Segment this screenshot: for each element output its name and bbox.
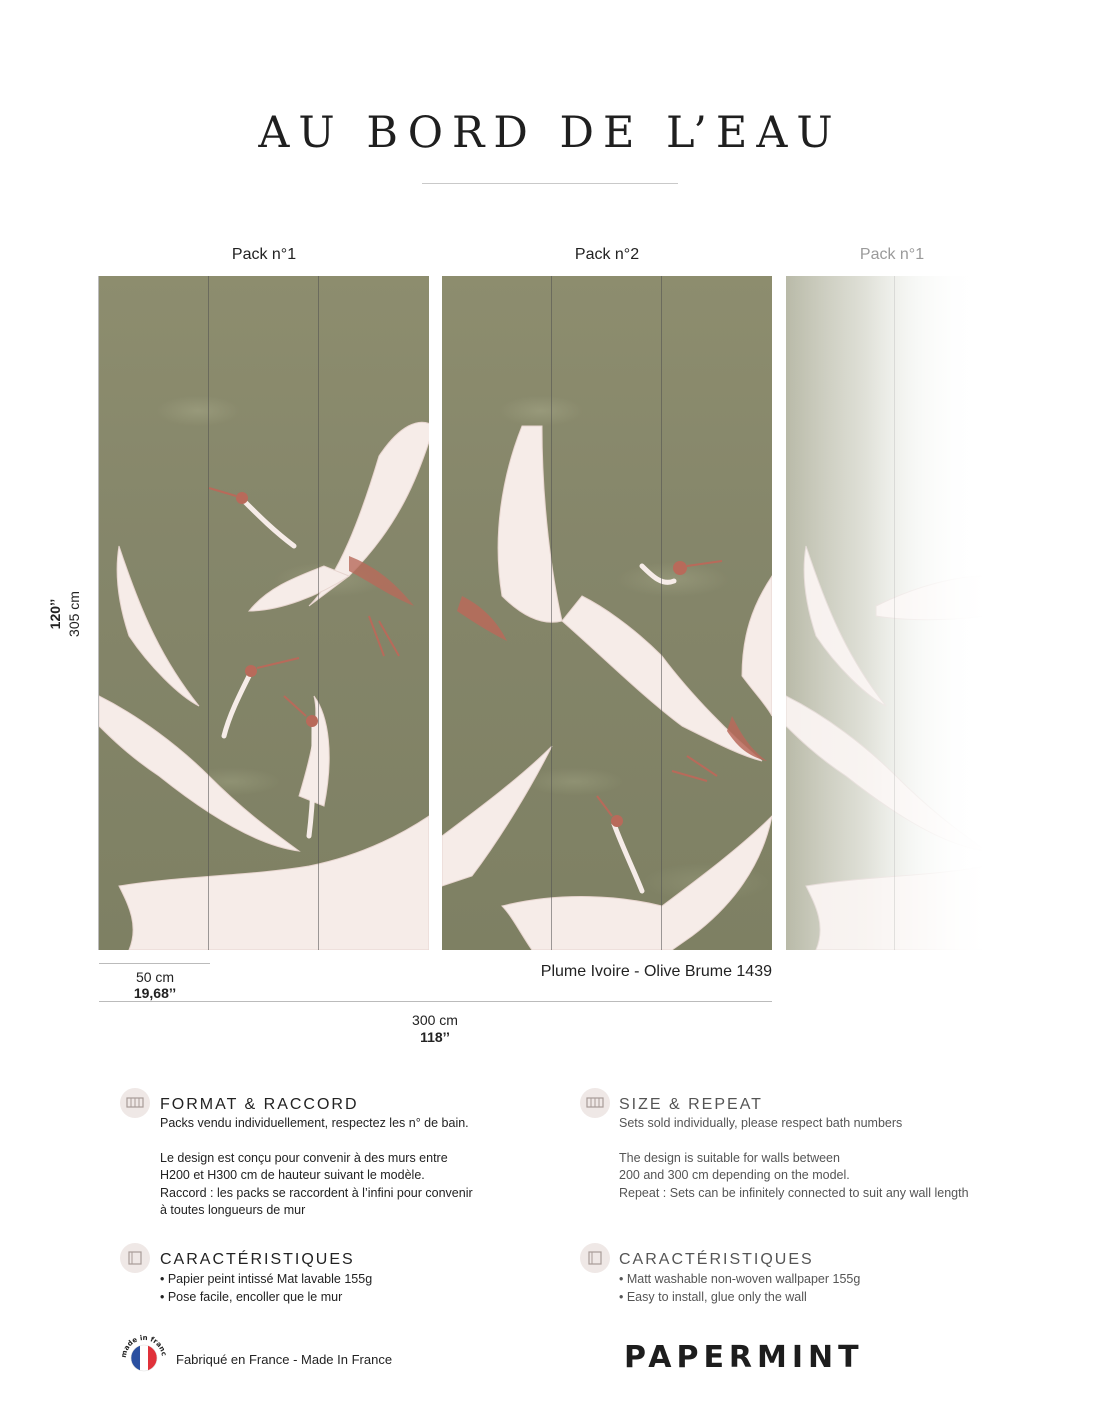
wallpaper-roll-icon	[580, 1088, 610, 1118]
book-icon	[580, 1243, 610, 1273]
mural-panel-pack-1-repeat	[786, 276, 986, 950]
pack-label-1: Pack n°1	[231, 246, 297, 263]
format-fr-line: Raccord : les packs se raccordent à l’infini pour convenir	[160, 1185, 473, 1200]
features-fr-line: • Pose facile, encoller que le mur	[160, 1289, 343, 1304]
title-divider	[422, 183, 678, 184]
format-fr-line: Le design est conçu pour convenir à des murs entre	[160, 1150, 448, 1165]
format-en-line: The design is suitable for walls between	[619, 1150, 840, 1165]
made-in-france-badge	[120, 1332, 168, 1380]
features-en-line: • Matt washable non-woven wallpaper 155g	[619, 1272, 861, 1286]
total-width-line	[99, 1001, 772, 1002]
french-flag-icon	[120, 1332, 168, 1380]
format-fr-line: à toutes longueurs de mur	[160, 1203, 306, 1217]
section-body-features-en	[619, 1271, 1019, 1306]
features-en-line: • Easy to install, glue only the wall	[619, 1289, 807, 1304]
book-icon	[120, 1243, 150, 1273]
strip-width-line	[99, 963, 210, 964]
height-inches: 120’’	[47, 598, 63, 630]
format-fr-line: H200 et H300 cm de hauteur suivant le modèle.	[160, 1168, 425, 1182]
section-body-format-en	[619, 1115, 1019, 1202]
format-en-line: 200 and 300 cm depending on the model.	[619, 1168, 850, 1182]
crane-illustration	[442, 276, 772, 950]
brand-logo: PAPERMINT	[624, 1340, 864, 1375]
section-body-features-fr	[160, 1271, 540, 1306]
height-cm: 305 cm	[66, 591, 82, 637]
badge-text: made in franc	[120, 1333, 168, 1359]
strip-divider	[661, 276, 662, 950]
features-fr-line: • Papier peint intissé Mat lavable 155g	[160, 1272, 373, 1286]
fade-overlay	[786, 276, 986, 950]
crane-illustration	[99, 276, 429, 950]
section-title-features-fr: CARACTÉRISTIQUES	[160, 1251, 355, 1268]
page-title: AU BORD DE L’EAU	[258, 108, 842, 158]
strip-width-in: 19,68’’	[133, 985, 177, 1001]
strip-width-cm: 50 cm	[135, 969, 175, 985]
section-body-format-fr	[160, 1115, 540, 1220]
height-dimension-label	[40, 590, 82, 640]
pack-label-3: Pack n°1	[859, 246, 925, 263]
total-width-cm: 300 cm	[412, 1012, 458, 1028]
section-title-format-en: SIZE & REPEAT	[619, 1096, 763, 1113]
total-width-in: 118’’	[420, 1029, 450, 1045]
product-reference: Plume Ivoire - Olive Brume 1439	[540, 963, 772, 980]
mural-panel-pack-1	[99, 276, 429, 950]
height-dimension-line	[98, 276, 99, 950]
section-title-features-en: CARACTÉRISTIQUES	[619, 1251, 814, 1268]
strip-divider	[318, 276, 319, 950]
pack-label-2: Pack n°2	[574, 246, 640, 263]
strip-divider	[551, 276, 552, 950]
format-fr-line: Packs vendu individuellement, respectez les n° de bain.	[160, 1116, 469, 1130]
format-en-line: Sets sold individually, please respect bath numbers	[619, 1116, 903, 1130]
strip-divider	[208, 276, 209, 950]
wallpaper-roll-icon	[120, 1088, 150, 1118]
format-en-line: Repeat : Sets can be infinitely connected to suit any wall length	[619, 1185, 969, 1200]
section-title-format-fr: FORMAT & RACCORD	[160, 1096, 359, 1113]
made-in-france-text: Fabriqué en France - Made In France	[176, 1352, 393, 1367]
mural-panel-pack-2	[442, 276, 772, 950]
